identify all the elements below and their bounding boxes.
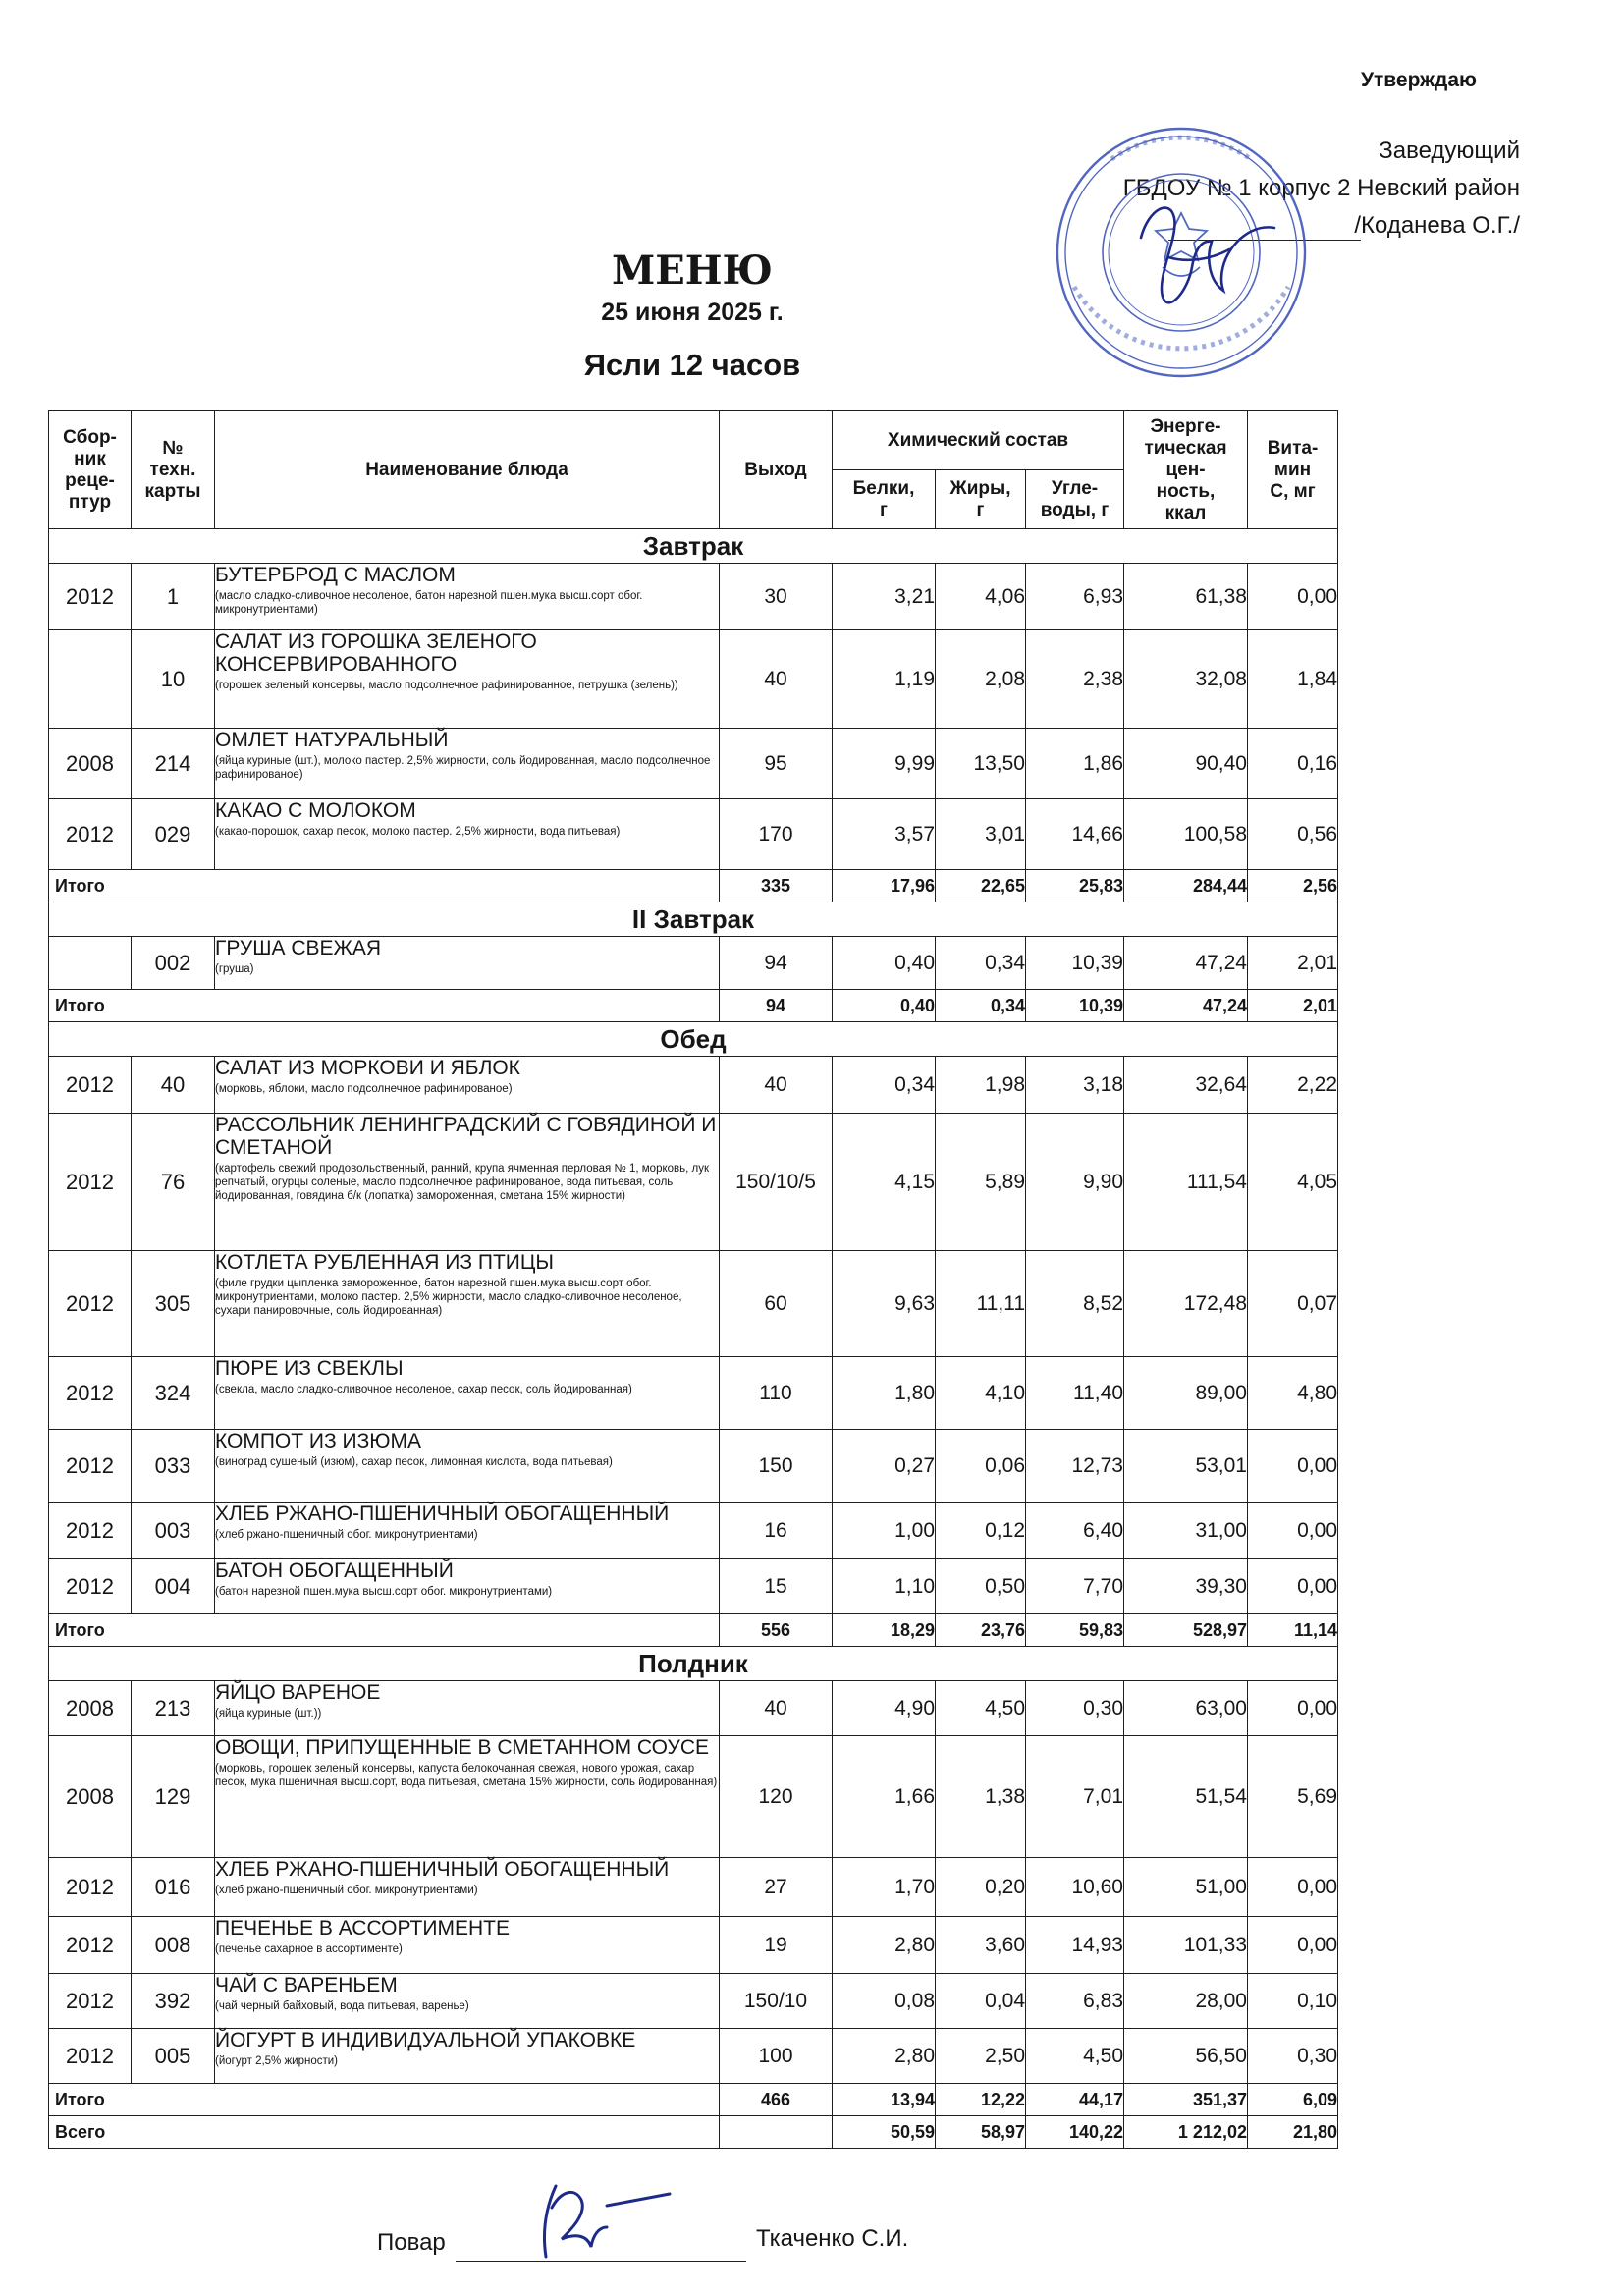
col-header-code: Сбор- ник реце- птур — [49, 411, 132, 529]
dish-fat: 11,11 — [936, 1251, 1026, 1357]
dish-energy: 90,40 — [1124, 729, 1248, 799]
recipe-collection: 2012 — [49, 1974, 132, 2029]
dish-cell — [215, 1736, 720, 1858]
col-header-protein: Белки, г — [833, 470, 936, 529]
dish-fat: 0,12 — [936, 1503, 1026, 1559]
cook-label: Повар — [377, 2229, 446, 2256]
dish-protein: 1,80 — [833, 1357, 936, 1430]
dish-protein: 4,15 — [833, 1114, 936, 1251]
dish-name: КАКАО С МОЛОКОМ — [215, 799, 416, 822]
col-header-yield: Выход — [720, 411, 833, 529]
dish-name: ХЛЕБ РЖАНО-ПШЕНИЧНЫЙ ОБОГАЩЕННЫЙ — [215, 1503, 670, 1525]
total-fat: 23,76 — [936, 1614, 1026, 1647]
dish-cell — [215, 937, 720, 990]
dish-ingredients: (свекла, масло сладко-сливочное несоленое, сахар песок, соль йодированная) — [215, 1384, 632, 1395]
dish-energy: 56,50 — [1124, 2029, 1248, 2084]
total-row — [49, 870, 1338, 902]
col-header-dish: Наименование блюда — [215, 411, 720, 529]
meal-section-title: II Завтрак — [49, 902, 1338, 937]
cook-signature-icon — [505, 2178, 701, 2269]
dish-protein: 2,80 — [833, 2029, 936, 2084]
dish-row — [49, 2029, 1338, 2084]
total-label: Итого — [49, 1614, 720, 1647]
dish-carbs: 9,90 — [1026, 1114, 1124, 1251]
meal-section-row — [49, 529, 1338, 564]
dish-carbs: 14,66 — [1026, 799, 1124, 870]
dish-row — [49, 1917, 1338, 1974]
dish-row — [49, 1114, 1338, 1251]
dish-name: САЛАТ ИЗ МОРКОВИ И ЯБЛОК — [215, 1057, 520, 1079]
dish-energy: 172,48 — [1124, 1251, 1248, 1357]
dish-fat: 0,04 — [936, 1974, 1026, 2029]
total-label: Итого — [49, 2084, 720, 2116]
dish-fat: 3,01 — [936, 799, 1026, 870]
dish-row — [49, 1357, 1338, 1430]
dish-ingredients: (морковь, горошек зеленый консервы, капуста белокочанная свежая, нового урожая, сахар песок, мука пшеничная высш.сорт, вода питьевая, сметана 15% жирности, соль йодированная) — [215, 1763, 718, 1788]
dish-vitc: 4,80 — [1248, 1357, 1338, 1430]
dish-ingredients: (хлеб ржано-пшеничный обог. микронутриентами) — [215, 1885, 478, 1896]
recipe-collection: 2008 — [49, 1736, 132, 1858]
total-energy: 1 212,02 — [1124, 2116, 1248, 2149]
dish-yield: 30 — [720, 564, 833, 630]
dish-protein: 3,57 — [833, 799, 936, 870]
dish-energy: 39,30 — [1124, 1559, 1248, 1614]
recipe-collection: 2012 — [49, 1057, 132, 1114]
dish-fat: 1,38 — [936, 1736, 1026, 1858]
total-carbs: 59,83 — [1026, 1614, 1124, 1647]
dish-fat: 3,60 — [936, 1917, 1026, 1974]
dish-cell — [215, 1559, 720, 1614]
dish-vitc: 0,00 — [1248, 1681, 1338, 1736]
total-protein: 0,40 — [833, 990, 936, 1022]
dish-protein: 1,19 — [833, 630, 936, 729]
col-header-fat: Жиры, г — [936, 470, 1026, 529]
dish-yield: 40 — [720, 1057, 833, 1114]
total-label: Итого — [49, 870, 720, 902]
dish-cell — [215, 1503, 720, 1559]
dish-row — [49, 1736, 1338, 1858]
dish-ingredients: (батон нарезной пшен.мука высш.сорт обог. микронутриентами) — [215, 1586, 553, 1598]
dish-ingredients: (масло сладко-сливочное несоленое, батон нарезной пшен.мука высш.сорт обог. микронутриентами) — [215, 590, 643, 616]
recipe-collection: 2012 — [49, 1357, 132, 1430]
dish-fat: 4,50 — [936, 1681, 1026, 1736]
dish-cell — [215, 1858, 720, 1917]
tech-card-number: 002 — [132, 937, 215, 990]
tech-card-number: 005 — [132, 2029, 215, 2084]
dish-ingredients: (виноград сушеный (изюм), сахар песок, лимонная кислота, вода питьевая) — [215, 1456, 613, 1468]
dish-protein: 1,00 — [833, 1503, 936, 1559]
recipe-collection: 2012 — [49, 564, 132, 630]
recipe-collection: 2012 — [49, 1559, 132, 1614]
total-carbs: 25,83 — [1026, 870, 1124, 902]
dish-name: ПЮРЕ ИЗ СВЕКЛЫ — [215, 1357, 404, 1380]
recipe-collection: 2012 — [49, 1430, 132, 1503]
recipe-collection: 2012 — [49, 1917, 132, 1974]
dish-protein: 0,34 — [833, 1057, 936, 1114]
tech-card-number: 392 — [132, 1974, 215, 2029]
dish-vitc: 0,00 — [1248, 1430, 1338, 1503]
total-fat: 58,97 — [936, 2116, 1026, 2149]
dish-yield: 100 — [720, 2029, 833, 2084]
dish-carbs: 6,40 — [1026, 1503, 1124, 1559]
total-vitc: 21,80 — [1248, 2116, 1338, 2149]
total-energy: 528,97 — [1124, 1614, 1248, 1647]
dish-vitc: 5,69 — [1248, 1736, 1338, 1858]
dish-name: БАТОН ОБОГАЩЕННЫЙ — [215, 1559, 454, 1582]
dish-vitc: 0,30 — [1248, 2029, 1338, 2084]
total-energy: 284,44 — [1124, 870, 1248, 902]
dish-row — [49, 729, 1338, 799]
dish-cell — [215, 1114, 720, 1251]
total-label: Всего — [49, 2116, 720, 2149]
dish-energy: 31,00 — [1124, 1503, 1248, 1559]
dish-carbs: 10,60 — [1026, 1858, 1124, 1917]
dish-name: ЙОГУРТ В ИНДИВИДУАЛЬНОЙ УПАКОВКЕ — [215, 2029, 636, 2051]
total-yield: 556 — [720, 1614, 833, 1647]
dish-row — [49, 799, 1338, 870]
dish-energy: 89,00 — [1124, 1357, 1248, 1430]
dish-fat: 13,50 — [936, 729, 1026, 799]
dish-row — [49, 1974, 1338, 2029]
approval-signatory: /Коданева О.Г./ — [1354, 212, 1520, 239]
dish-carbs: 14,93 — [1026, 1917, 1124, 1974]
dish-ingredients: (печенье сахарное в ассортименте) — [215, 1943, 403, 1955]
dish-cell — [215, 1251, 720, 1357]
tech-card-number: 213 — [132, 1681, 215, 1736]
dish-protein: 1,66 — [833, 1736, 936, 1858]
meal-section-title: Обед — [49, 1022, 1338, 1057]
dish-cell — [215, 630, 720, 729]
dish-vitc: 0,10 — [1248, 1974, 1338, 2029]
dish-row — [49, 1681, 1338, 1736]
dish-carbs: 10,39 — [1026, 937, 1124, 990]
dish-cell — [215, 729, 720, 799]
total-energy: 351,37 — [1124, 2084, 1248, 2116]
dish-protein: 1,70 — [833, 1858, 936, 1917]
menu-date: 25 июня 2025 г. — [601, 299, 784, 326]
dish-carbs: 2,38 — [1026, 630, 1124, 729]
total-carbs: 44,17 — [1026, 2084, 1124, 2116]
tech-card-number: 324 — [132, 1357, 215, 1430]
dish-vitc: 0,00 — [1248, 564, 1338, 630]
tech-card-number: 129 — [132, 1736, 215, 1858]
dish-cell — [215, 1357, 720, 1430]
dish-cell — [215, 564, 720, 630]
dish-ingredients: (йогурт 2,5% жирности) — [215, 2055, 339, 2067]
cook-signature-block — [377, 2178, 986, 2276]
dish-row — [49, 1559, 1338, 1614]
col-header-tech: № техн. карты — [132, 411, 215, 529]
tech-card-number: 10 — [132, 630, 215, 729]
dish-protein: 2,80 — [833, 1917, 936, 1974]
dish-yield: 110 — [720, 1357, 833, 1430]
menu-group: Ясли 12 часов — [583, 348, 801, 382]
dish-energy: 28,00 — [1124, 1974, 1248, 2029]
tech-card-number: 016 — [132, 1858, 215, 1917]
dish-fat: 2,50 — [936, 2029, 1026, 2084]
dish-ingredients: (горошек зеленый консервы, масло подсолнечное рафинированное, петрушка (зелень)) — [215, 680, 678, 691]
dish-protein: 4,90 — [833, 1681, 936, 1736]
meal-section-title: Полдник — [49, 1647, 1338, 1681]
dish-ingredients: (картофель свежий продовольственный, ранний, крупа ячменная перловая № 1, морковь, лук репчатый, огурцы соленые, масло подсолнечное рафинированое, вода питьевая, соль йодированная, говядина б/к (лопатка) замороженная, сметана 15% жирности) — [215, 1163, 710, 1202]
col-header-energy: Энерге- тическая цен- ность, ккал — [1124, 411, 1248, 529]
dish-cell — [215, 1974, 720, 2029]
dish-energy: 63,00 — [1124, 1681, 1248, 1736]
meal-section-row — [49, 902, 1338, 937]
dish-yield: 19 — [720, 1917, 833, 1974]
tech-card-number: 029 — [132, 799, 215, 870]
dish-carbs: 12,73 — [1026, 1430, 1124, 1503]
dish-yield: 150 — [720, 1430, 833, 1503]
dish-cell — [215, 799, 720, 870]
total-protein: 17,96 — [833, 870, 936, 902]
dish-protein: 3,21 — [833, 564, 936, 630]
dish-yield: 150/10 — [720, 1974, 833, 2029]
dish-name: БУТЕРБРОД С МАСЛОМ — [215, 564, 456, 586]
tech-card-number: 033 — [132, 1430, 215, 1503]
dish-vitc: 2,01 — [1248, 937, 1338, 990]
dish-energy: 53,01 — [1124, 1430, 1248, 1503]
total-fat: 12,22 — [936, 2084, 1026, 2116]
dish-vitc: 0,00 — [1248, 1917, 1338, 1974]
dish-vitc: 2,22 — [1248, 1057, 1338, 1114]
dish-yield: 120 — [720, 1736, 833, 1858]
dish-cell — [215, 1430, 720, 1503]
dish-protein: 9,99 — [833, 729, 936, 799]
dish-carbs: 7,01 — [1026, 1736, 1124, 1858]
dish-carbs: 6,93 — [1026, 564, 1124, 630]
total-energy: 47,24 — [1124, 990, 1248, 1022]
dish-protein: 1,10 — [833, 1559, 936, 1614]
dish-carbs: 3,18 — [1026, 1057, 1124, 1114]
dish-yield: 40 — [720, 630, 833, 729]
dish-cell — [215, 2029, 720, 2084]
dish-carbs: 6,83 — [1026, 1974, 1124, 2029]
menu-title: МЕНЮ — [611, 247, 774, 294]
recipe-collection: 2012 — [49, 1251, 132, 1357]
dish-fat: 0,06 — [936, 1430, 1026, 1503]
dish-ingredients: (морковь, яблоки, масло подсолнечное рафинированое) — [215, 1083, 513, 1095]
dish-energy: 51,00 — [1124, 1858, 1248, 1917]
dish-fat: 0,34 — [936, 937, 1026, 990]
total-row — [49, 1614, 1338, 1647]
dish-carbs: 0,30 — [1026, 1681, 1124, 1736]
total-row — [49, 2116, 1338, 2149]
dish-carbs: 7,70 — [1026, 1559, 1124, 1614]
total-yield — [720, 2116, 833, 2149]
dish-fat: 0,50 — [936, 1559, 1026, 1614]
tech-card-number: 008 — [132, 1917, 215, 1974]
dish-row — [49, 564, 1338, 630]
dish-carbs: 1,86 — [1026, 729, 1124, 799]
dish-vitc: 0,00 — [1248, 1503, 1338, 1559]
dish-yield: 60 — [720, 1251, 833, 1357]
dish-name: ЧАЙ С ВАРЕНЬЕМ — [215, 1974, 398, 1996]
total-protein: 13,94 — [833, 2084, 936, 2116]
dish-yield: 150/10/5 — [720, 1114, 833, 1251]
meal-section-row — [49, 1647, 1338, 1681]
dish-fat: 5,89 — [936, 1114, 1026, 1251]
dish-protein: 0,08 — [833, 1974, 936, 2029]
dish-vitc: 1,84 — [1248, 630, 1338, 729]
col-header-vitc: Вита- мин С, мг — [1248, 411, 1338, 529]
total-fat: 0,34 — [936, 990, 1026, 1022]
col-header-carbs: Угле- воды, г — [1026, 470, 1124, 529]
total-label: Итого — [49, 990, 720, 1022]
total-row — [49, 990, 1338, 1022]
dish-vitc: 0,00 — [1248, 1559, 1338, 1614]
dish-fat: 4,06 — [936, 564, 1026, 630]
dish-row — [49, 630, 1338, 729]
tech-card-number: 003 — [132, 1503, 215, 1559]
approval-position: Заведующий — [1379, 137, 1520, 164]
tech-card-number: 76 — [132, 1114, 215, 1251]
recipe-collection: 2008 — [49, 729, 132, 799]
dish-energy: 111,54 — [1124, 1114, 1248, 1251]
dish-cell — [215, 1917, 720, 1974]
recipe-collection: 2012 — [49, 2029, 132, 2084]
dish-row — [49, 937, 1338, 990]
dish-name: ХЛЕБ РЖАНО-ПШЕНИЧНЫЙ ОБОГАЩЕННЫЙ — [215, 1858, 670, 1881]
dish-yield: 27 — [720, 1858, 833, 1917]
tech-card-number: 305 — [132, 1251, 215, 1357]
dish-energy: 47,24 — [1124, 937, 1248, 990]
total-row — [49, 2084, 1338, 2116]
dish-vitc: 4,05 — [1248, 1114, 1338, 1251]
dish-name: ГРУША СВЕЖАЯ — [215, 937, 382, 959]
col-header-chem: Химический состав — [833, 411, 1124, 470]
dish-protein: 9,63 — [833, 1251, 936, 1357]
total-protein: 18,29 — [833, 1614, 936, 1647]
dish-name: ЯЙЦО ВАРЕНОЕ — [215, 1681, 381, 1704]
approval-organization: ГБДОУ № 1 корпус 2 Невский район — [1122, 175, 1520, 201]
dish-name: ОМЛЕТ НАТУРАЛЬНЫЙ — [215, 729, 449, 751]
tech-card-number: 1 — [132, 564, 215, 630]
total-yield: 335 — [720, 870, 833, 902]
dish-ingredients: (груша) — [215, 963, 254, 975]
dish-ingredients: (яйца куриные (шт.), молоко пастер. 2,5% жирности, соль йодированная, масло подсолнечное рафинированое) — [215, 755, 711, 781]
dish-name: КОТЛЕТА РУБЛЕННАЯ ИЗ ПТИЦЫ — [215, 1251, 555, 1274]
meal-section-row — [49, 1022, 1338, 1057]
dish-vitc: 0,16 — [1248, 729, 1338, 799]
total-yield: 466 — [720, 2084, 833, 2116]
approval-title: Утверждаю — [1360, 69, 1477, 91]
dish-ingredients: (яйца куриные (шт.)) — [215, 1708, 322, 1720]
cook-name: Ткаченко С.И. — [756, 2225, 909, 2252]
dish-fat: 2,08 — [936, 630, 1026, 729]
dish-name: РАССОЛЬНИК ЛЕНИНГРАДСКИЙ С ГОВЯДИНОЙ И СМЕТАНОЙ — [215, 1114, 717, 1159]
dish-ingredients: (какао-порошок, сахар песок, молоко пастер. 2,5% жирности, вода питьевая) — [215, 826, 621, 838]
dish-carbs: 11,40 — [1026, 1357, 1124, 1430]
dish-energy: 51,54 — [1124, 1736, 1248, 1858]
total-carbs: 10,39 — [1026, 990, 1124, 1022]
recipe-collection — [49, 630, 132, 729]
dish-cell — [215, 1681, 720, 1736]
dish-row — [49, 1430, 1338, 1503]
dish-carbs: 4,50 — [1026, 2029, 1124, 2084]
tech-card-number: 40 — [132, 1057, 215, 1114]
dish-energy: 101,33 — [1124, 1917, 1248, 1974]
dish-energy: 100,58 — [1124, 799, 1248, 870]
dish-row — [49, 1251, 1338, 1357]
total-protein: 50,59 — [833, 2116, 936, 2149]
dish-vitc: 0,07 — [1248, 1251, 1338, 1357]
dish-carbs: 8,52 — [1026, 1251, 1124, 1357]
dish-protein: 0,27 — [833, 1430, 936, 1503]
dish-ingredients: (чай черный байховый, вода питьевая, варенье) — [215, 2000, 469, 2012]
dish-row — [49, 1057, 1338, 1114]
dish-name: САЛАТ ИЗ ГОРОШКА ЗЕЛЕНОГО КОНСЕРВИРОВАННОГО — [215, 630, 537, 676]
dish-name: КОМПОТ ИЗ ИЗЮМА — [215, 1430, 422, 1452]
dish-name: ОВОЩИ, ПРИПУЩЕННЫЕ В СМЕТАННОМ СОУСЕ — [215, 1736, 710, 1759]
total-vitc: 2,01 — [1248, 990, 1338, 1022]
dish-vitc: 0,00 — [1248, 1858, 1338, 1917]
total-vitc: 2,56 — [1248, 870, 1338, 902]
dish-row — [49, 1858, 1338, 1917]
dish-energy: 32,64 — [1124, 1057, 1248, 1114]
dish-yield: 170 — [720, 799, 833, 870]
dish-energy: 32,08 — [1124, 630, 1248, 729]
menu-table-body — [49, 529, 1338, 2149]
dish-ingredients: (филе грудки цыпленка замороженное, батон нарезной пшен.мука высш.сорт обог. микронутриентами, молоко пастер. 2,5% жирности, масло сладко-сливочное несоленое, сухари панировочные, соль йодированная) — [215, 1278, 682, 1317]
dish-fat: 4,10 — [936, 1357, 1026, 1430]
recipe-collection: 2012 — [49, 1114, 132, 1251]
tech-card-number: 214 — [132, 729, 215, 799]
dish-energy: 61,38 — [1124, 564, 1248, 630]
total-vitc: 11,14 — [1248, 1614, 1338, 1647]
total-vitc: 6,09 — [1248, 2084, 1338, 2116]
total-carbs: 140,22 — [1026, 2116, 1124, 2149]
recipe-collection — [49, 937, 132, 990]
dish-cell — [215, 1057, 720, 1114]
recipe-collection: 2008 — [49, 1681, 132, 1736]
recipe-collection: 2012 — [49, 799, 132, 870]
dish-fat: 1,98 — [936, 1057, 1026, 1114]
recipe-collection: 2012 — [49, 1503, 132, 1559]
dish-yield: 40 — [720, 1681, 833, 1736]
dish-yield: 94 — [720, 937, 833, 990]
dish-yield: 15 — [720, 1559, 833, 1614]
dish-row — [49, 1503, 1338, 1559]
dish-protein: 0,40 — [833, 937, 936, 990]
official-stamp-icon — [1053, 90, 1310, 414]
dish-vitc: 0,56 — [1248, 799, 1338, 870]
total-yield: 94 — [720, 990, 833, 1022]
dish-name: ПЕЧЕНЬЕ В АССОРТИМЕНТЕ — [215, 1917, 510, 1940]
menu-table — [48, 410, 1338, 2149]
dish-yield: 95 — [720, 729, 833, 799]
dish-ingredients: (хлеб ржано-пшеничный обог. микронутриентами) — [215, 1529, 478, 1541]
tech-card-number: 004 — [132, 1559, 215, 1614]
menu-heading — [550, 247, 835, 385]
recipe-collection: 2012 — [49, 1858, 132, 1917]
meal-section-title: Завтрак — [49, 529, 1338, 564]
dish-yield: 16 — [720, 1503, 833, 1559]
total-fat: 22,65 — [936, 870, 1026, 902]
dish-fat: 0,20 — [936, 1858, 1026, 1917]
